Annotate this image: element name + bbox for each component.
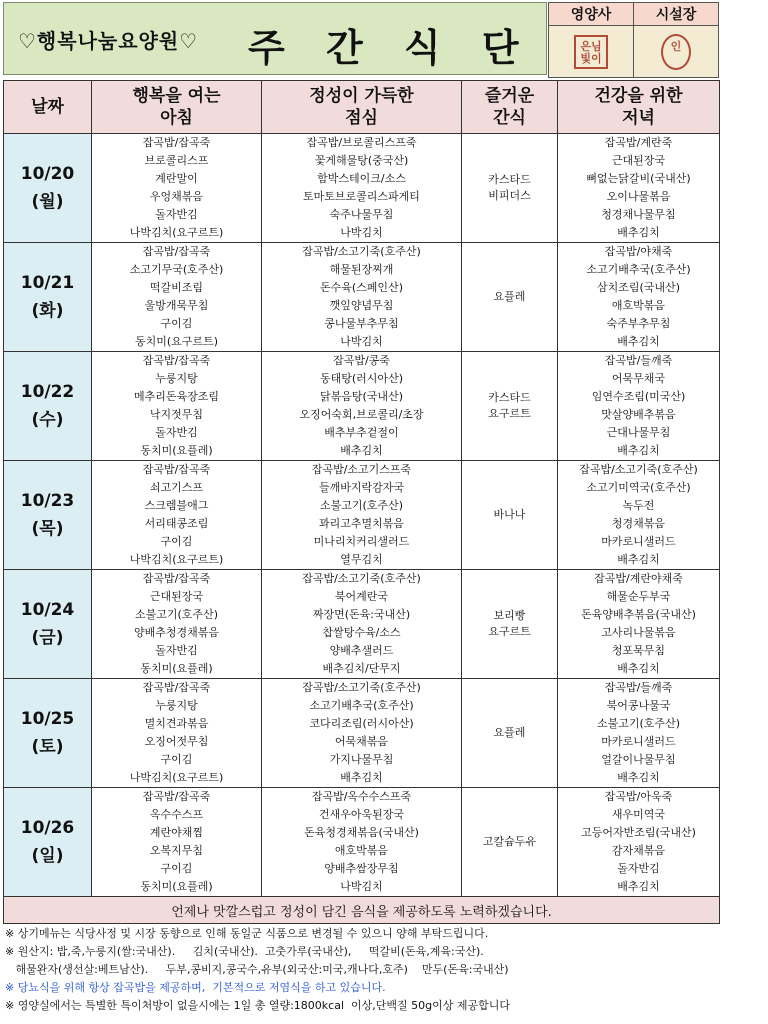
lunch-item: 오징어숙회,브로콜리/초장 — [299, 408, 424, 421]
lunch-item: 나박김치 — [340, 226, 383, 239]
title-box — [3, 2, 547, 75]
lunch-item: 배추김치/단무지 — [322, 662, 401, 675]
page-title: 주 간 식 단 — [248, 26, 533, 70]
day-date-cell — [4, 570, 92, 679]
dinner-cell — [558, 679, 720, 788]
dinner-item: 북어콩나물국 — [606, 699, 671, 712]
breakfast-item: 낙지젓무침 — [149, 408, 204, 421]
column-snack-header: 즐거운 간식 — [462, 81, 558, 134]
note-line: ※ 당뇨식을 위해 항상 잡곡밥을 제공하며, 기본적으로 저염식을 하고 있습니다. — [5, 981, 386, 994]
breakfast-item: 잡곡밥/잡곡죽 — [142, 463, 211, 476]
nutritionist-seal-cell — [549, 26, 634, 78]
breakfast-item: 동치미(요플레) — [140, 444, 213, 457]
dinner-item: 배추김치 — [617, 880, 660, 893]
snack-cell: 요플레 — [462, 679, 558, 788]
weekly-menu-table — [3, 80, 720, 924]
day-row — [4, 243, 720, 352]
column-dinner-header: 건강을 위한 저녁 — [558, 81, 720, 134]
breakfast-item: 나박김치(요구르트) — [129, 771, 224, 784]
breakfast-item: 잡곡밥/잡곡죽 — [142, 136, 211, 149]
dinner-cell — [558, 352, 720, 461]
lunch-item: 잡곡밥/브로콜리스프죽 — [306, 136, 417, 149]
dinner-item: 배추김치 — [617, 553, 660, 566]
breakfast-item: 계란말이 — [155, 172, 198, 185]
day-date: 10/24 — [20, 600, 75, 620]
dinner-cell — [558, 461, 720, 570]
dinner-item: 배추김치 — [617, 771, 660, 784]
lunch-item: 소고기배추국(호주산) — [309, 699, 414, 712]
lunch-cell — [262, 570, 462, 679]
dinner-item: 뼈없는닭갈비(국내산) — [586, 172, 691, 185]
approval-role-nutritionist: 영양사 — [549, 3, 634, 26]
lunch-item: 배추김치 — [340, 444, 383, 457]
dinner-item: 소고기미역국(호주산) — [586, 481, 691, 494]
lunch-item: 숙주나물무침 — [329, 208, 394, 221]
breakfast-item: 돌자반김 — [155, 208, 198, 221]
note-line: ※ 원산지: 밥,죽,누룽지(쌀:국내산). 김치(국내산). 고춧가루(국내산), 떡갈비(돈육,계육:국산). — [5, 945, 484, 958]
dinner-item: 잡곡밥/야채죽 — [604, 245, 673, 258]
dinner-item: 맛살양배추볶음 — [601, 408, 676, 421]
day-date: 10/22 — [20, 382, 75, 402]
dinner-cell — [558, 570, 720, 679]
column-date-header: 날짜 — [4, 81, 92, 134]
lunch-item: 양배추쌈장무침 — [324, 862, 399, 875]
breakfast-cell — [92, 570, 262, 679]
lunch-item: 소불고기(호주산) — [320, 499, 403, 512]
breakfast-item: 잡곡밥/잡곡죽 — [142, 572, 211, 585]
breakfast-item: 누룽지탕 — [155, 699, 198, 712]
lunch-item: 꽈리고추멸치볶음 — [318, 517, 404, 530]
lunch-item: 어묵채볶음 — [334, 735, 389, 748]
dinner-item: 청경채나물무침 — [601, 208, 676, 221]
note-line: ※ 영양실에서는 특별한 특이처방이 없을시에는 1일 총 열량:1800kcal 이상,단백질 50g이상 제공합니다 — [5, 999, 510, 1012]
breakfast-item: 오복지무침 — [149, 844, 204, 857]
day-row — [4, 352, 720, 461]
breakfast-item: 쇠고기스프 — [149, 481, 204, 494]
dinner-item: 오이나물볶음 — [606, 190, 671, 203]
facility-name: ♡행복나눔요양원♡ — [18, 29, 199, 53]
breakfast-item: 나박김치(요구르트) — [129, 226, 224, 239]
breakfast-item: 소불고기(호주산) — [135, 608, 218, 621]
day-date: 10/25 — [20, 709, 75, 729]
lunch-item: 돈육청경채볶음(국내산) — [304, 826, 419, 839]
note-line: ※ 상기메뉴는 식당사정 및 시장 동향으로 인해 동일군 식품으로 변경될 수 있으니 양해 부탁드립니다. — [5, 927, 489, 940]
lunch-item: 북어계란국 — [334, 590, 389, 603]
day-row — [4, 788, 720, 897]
day-date-cell — [4, 461, 92, 570]
breakfast-item: 구이김 — [160, 317, 193, 330]
dinner-item: 돌자반김 — [617, 862, 660, 875]
notes-section — [5, 925, 719, 1015]
dinner-item: 녹두전 — [622, 499, 655, 512]
lunch-item: 가지나물무침 — [329, 753, 394, 766]
dinner-item: 잡곡밥/아욱죽 — [604, 790, 673, 803]
lunch-item: 잡곡밥/소고기죽(호주산) — [302, 681, 421, 694]
snack-cell: 고칼슘두유 — [462, 788, 558, 897]
column-breakfast-header: 행복을 여는 아침 — [92, 81, 262, 134]
lunch-item: 코다리조림(러시아산) — [309, 717, 414, 730]
dinner-item: 잡곡밥/들깨죽 — [604, 354, 673, 367]
lunch-item: 잡곡밥/소고기스프죽 — [311, 463, 412, 476]
snack-cell: 바나나 — [462, 461, 558, 570]
breakfast-item: 잡곡밥/잡곡죽 — [142, 354, 211, 367]
breakfast-item: 돌자반김 — [155, 426, 198, 439]
lunch-item: 해물된장찌개 — [329, 263, 394, 276]
day-date: 10/20 — [20, 164, 75, 184]
breakfast-cell — [92, 134, 262, 243]
breakfast-item: 소고기무국(호주산) — [129, 263, 224, 276]
dinner-item: 배추김치 — [617, 335, 660, 348]
lunch-item: 돈수육(스페인산) — [320, 281, 403, 294]
breakfast-cell — [92, 352, 262, 461]
approval-stamp-table — [548, 2, 719, 78]
lunch-cell — [262, 243, 462, 352]
day-of-week: (금) — [31, 628, 64, 648]
snack-cell: 카스타드 요구르트 — [462, 352, 558, 461]
breakfast-item: 멸치견과볶음 — [144, 717, 209, 730]
dinner-item: 삼치조림(국내산) — [597, 281, 680, 294]
dinner-item: 근대된장국 — [611, 154, 666, 167]
day-of-week: (목) — [31, 519, 64, 539]
lunch-item: 꽃게해물탕(중국산) — [314, 154, 409, 167]
breakfast-item: 나박김치(요구르트) — [129, 553, 224, 566]
lunch-item: 잡곡밥/옥수수스프죽 — [311, 790, 412, 803]
breakfast-item: 양배추청경채볶음 — [133, 626, 219, 639]
lunch-cell — [262, 461, 462, 570]
lunch-item: 배추김치 — [340, 771, 383, 784]
dinner-item: 청포묵무침 — [611, 644, 666, 657]
breakfast-item: 구이김 — [160, 862, 193, 875]
lunch-item: 배추부추겉절이 — [324, 426, 399, 439]
lunch-item: 양배추샐러드 — [329, 644, 394, 657]
breakfast-item: 근대된장국 — [149, 590, 204, 603]
lunch-item: 미나리치커리샐러드 — [313, 535, 410, 548]
dinner-item: 해물순두부국 — [606, 590, 671, 603]
lunch-cell — [262, 679, 462, 788]
lunch-item: 짜장면(돈육:국내산) — [312, 608, 411, 621]
dinner-item: 배추김치 — [617, 444, 660, 457]
breakfast-cell — [92, 461, 262, 570]
nutritionist-seal: 은님 빛이 — [574, 35, 608, 69]
dinner-item: 고등어자반조림(국내산) — [581, 826, 696, 839]
title-bar — [3, 0, 719, 77]
menu-header-row — [4, 81, 720, 134]
lunch-item: 함박스테이크/소스 — [317, 172, 406, 185]
lunch-cell — [262, 352, 462, 461]
dinner-item: 잡곡밥/계란야채죽 — [594, 572, 683, 585]
lunch-item: 애호박볶음 — [334, 844, 389, 857]
dinner-item: 고사리나물볶음 — [601, 626, 676, 639]
day-row — [4, 570, 720, 679]
breakfast-item: 떡갈비조림 — [149, 281, 204, 294]
day-row — [4, 679, 720, 788]
breakfast-item: 잡곡밥/잡곡죽 — [142, 681, 211, 694]
menu-footer-message: 언제나 맛깔스럽고 정성이 담긴 음식을 제공하도록 노력하겠습니다. — [4, 897, 720, 924]
dinner-item: 임연수조림(미국산) — [591, 390, 686, 403]
lunch-item: 깻잎양념무침 — [329, 299, 394, 312]
dinner-item: 잡곡밥/소고기죽(호주산) — [579, 463, 698, 476]
dinner-item: 돈육양배추볶음(국내산) — [581, 608, 696, 621]
lunch-item: 동태탕(러시아산) — [320, 372, 403, 385]
breakfast-item: 우엉채볶음 — [149, 190, 204, 203]
breakfast-item: 계란야채찜 — [149, 826, 204, 839]
dinner-item: 소고기배추국(호주산) — [586, 263, 691, 276]
lunch-item: 잡곡밥/소고기죽(호주산) — [302, 245, 421, 258]
breakfast-cell — [92, 243, 262, 352]
day-date-cell — [4, 788, 92, 897]
lunch-item: 건새우아욱된장국 — [318, 808, 404, 821]
lunch-item: 찹쌀탕수육/소스 — [322, 626, 401, 639]
director-seal: 인 — [661, 34, 691, 70]
dinner-item: 마카로니샐러드 — [601, 535, 676, 548]
day-row — [4, 134, 720, 243]
day-of-week: (일) — [31, 846, 64, 866]
breakfast-item: 울방개묵무침 — [144, 299, 209, 312]
breakfast-cell — [92, 788, 262, 897]
lunch-item: 토마토브로콜리스파게티 — [303, 190, 420, 203]
breakfast-item: 메추리돈육장조림 — [133, 390, 219, 403]
dinner-item: 새우미역국 — [611, 808, 666, 821]
dinner-item: 어묵무채국 — [611, 372, 666, 385]
dinner-item: 청경채볶음 — [611, 517, 666, 530]
lunch-cell — [262, 788, 462, 897]
snack-cell: 요플레 — [462, 243, 558, 352]
lunch-item: 잡곡밥/콩죽 — [333, 354, 390, 367]
dinner-item: 소불고기(호주산) — [597, 717, 680, 730]
lunch-item: 나박김치 — [340, 880, 383, 893]
breakfast-item: 구이김 — [160, 753, 193, 766]
day-date: 10/26 — [20, 818, 75, 838]
breakfast-item: 브로콜리스프 — [144, 154, 209, 167]
day-of-week: (토) — [31, 737, 64, 757]
breakfast-item: 옥수수스프 — [149, 808, 204, 821]
lunch-item: 콩나물부추무침 — [324, 317, 399, 330]
day-of-week: (월) — [31, 192, 64, 212]
breakfast-item: 동치미(요플레) — [140, 880, 213, 893]
dinner-item: 애호박볶음 — [611, 299, 666, 312]
day-date-cell — [4, 134, 92, 243]
dinner-cell — [558, 243, 720, 352]
dinner-item: 잡곡밥/계란죽 — [604, 136, 673, 149]
dinner-item: 배추김치 — [617, 662, 660, 675]
breakfast-item: 서리태콩조림 — [144, 517, 209, 530]
day-of-week: (화) — [31, 301, 64, 321]
breakfast-item: 잡곡밥/잡곡죽 — [142, 790, 211, 803]
day-row — [4, 461, 720, 570]
lunch-item: 들깨바지락감자국 — [318, 481, 404, 494]
breakfast-item: 돌자반김 — [155, 644, 198, 657]
day-of-week: (수) — [31, 410, 64, 430]
dinner-item: 얼갈이나물무침 — [601, 753, 676, 766]
lunch-item: 잡곡밥/소고기죽(호주산) — [302, 572, 421, 585]
day-date-cell — [4, 679, 92, 788]
breakfast-item: 스크렘블애그 — [144, 499, 209, 512]
snack-cell: 보리빵 요구르트 — [462, 570, 558, 679]
day-date: 10/21 — [20, 273, 75, 293]
lunch-item: 닭볶음탕(국내산) — [320, 390, 403, 403]
day-date-cell — [4, 352, 92, 461]
dinner-item: 근대나물무침 — [606, 426, 671, 439]
breakfast-item: 누룽지탕 — [155, 372, 198, 385]
dinner-cell — [558, 788, 720, 897]
breakfast-cell — [92, 679, 262, 788]
dinner-item: 감자채볶음 — [611, 844, 666, 857]
approval-role-director: 시설장 — [634, 3, 719, 26]
day-date-cell — [4, 243, 92, 352]
breakfast-item: 동치미(요플레) — [140, 662, 213, 675]
breakfast-item: 오징어젓무침 — [144, 735, 209, 748]
day-date: 10/23 — [20, 491, 75, 511]
dinner-item: 잡곡밥/들깨죽 — [604, 681, 673, 694]
column-lunch-header: 정성이 가득한 점심 — [262, 81, 462, 134]
lunch-cell — [262, 134, 462, 243]
note-line: 해물완자(생선살:베트남산). 두부,콩비지,콩국수,유부(외국산:미국,캐나다,호주) 만두(돈육:국내산) — [5, 963, 509, 976]
lunch-item: 열무김치 — [340, 553, 383, 566]
dinner-item: 배추김치 — [617, 226, 660, 239]
director-seal-cell — [634, 26, 719, 78]
snack-cell: 카스타드 비피더스 — [462, 134, 558, 243]
dinner-item: 숙주부추무침 — [606, 317, 671, 330]
breakfast-item: 구이김 — [160, 535, 193, 548]
lunch-item: 나박김치 — [340, 335, 383, 348]
dinner-item: 마카로니샐러드 — [601, 735, 676, 748]
breakfast-item: 동치미(요구르트) — [135, 335, 218, 348]
breakfast-item: 잡곡밥/잡곡죽 — [142, 245, 211, 258]
dinner-cell — [558, 134, 720, 243]
